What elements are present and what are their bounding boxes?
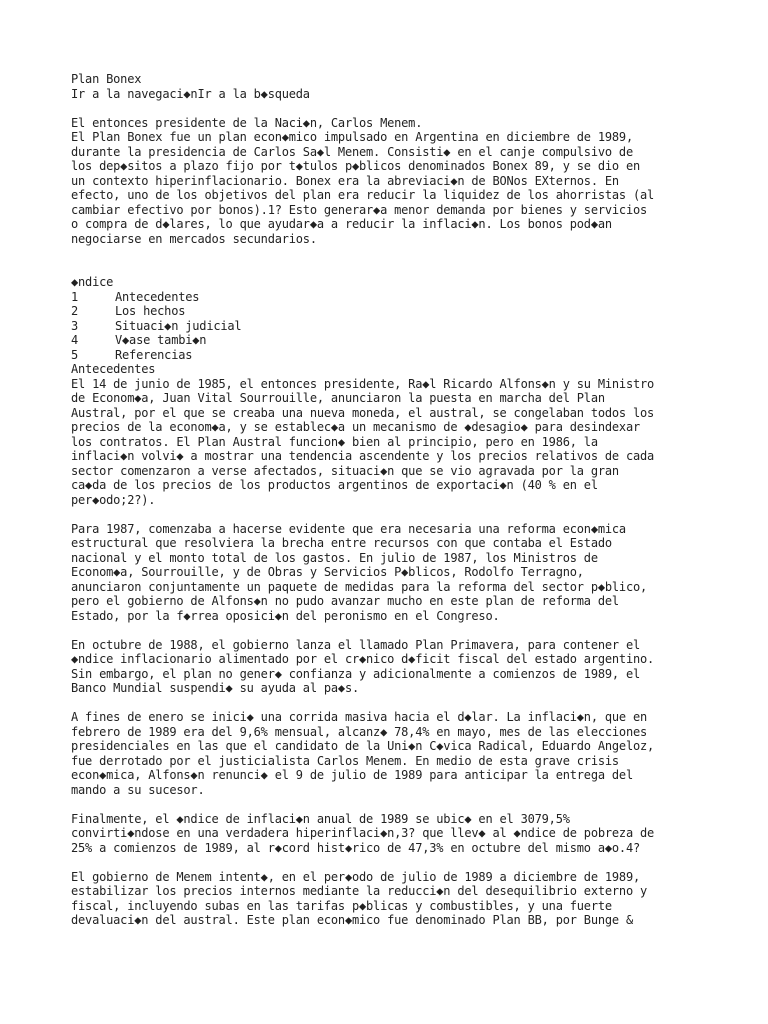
toc-item-label[interactable]: Antecedentes <box>115 289 200 304</box>
spacer <box>71 101 696 116</box>
text-line: Estado, por la f◆rrea oposici◆n del peronismo en el Congreso. <box>71 608 500 623</box>
text-line: durante la presidencia de Carlos Sa◆l Menem. Consisti◆ en el canje compulsivo de <box>71 144 633 159</box>
toc-item[interactable] <box>71 290 696 305</box>
toc-item[interactable] <box>71 348 696 363</box>
text-line: presidenciales en las que el candidato de la Uni◆n C◆vica Radical, Eduardo Angeloz, <box>71 739 655 753</box>
text-line: mando a su sucesor. <box>71 782 205 797</box>
paragraph <box>71 638 696 696</box>
text-line: un contexto hiperinflacionario. Bonex era la abreviaci◆n de BONos EXternos. En <box>71 173 619 188</box>
text-line: estabilizar los precios internos mediante la reducci◆n del desequilibrio externo y <box>71 884 648 898</box>
toc-item[interactable] <box>71 319 696 334</box>
paragraph <box>71 377 696 508</box>
text-line: nacional y el monto total de los gastos. En julio de 1987, los Ministros de <box>71 550 598 565</box>
section-heading: Antecedentes <box>71 362 156 376</box>
text-line: convirti◆ndose en una verdadera hiperinflaci◆n,3? que llev◆ al ◆ndice de pobreza de <box>71 826 655 840</box>
paragraph <box>71 522 696 624</box>
spacer <box>71 507 696 522</box>
intro-paragraph <box>71 130 696 246</box>
text-line: cambiar efectivo por bonos).1? Esto generar◆a menor demanda por bienes y servicios <box>71 202 648 217</box>
text-line: Banco Mundial suspendi◆ su ayuda al pa◆s. <box>71 681 360 695</box>
spacer <box>71 696 696 711</box>
text-line: devaluaci◆n del austral. Este plan econ◆mico fue denominado Plan BB, por Bunge & <box>71 913 633 927</box>
page-title: Plan Bonex <box>71 72 142 86</box>
text-line: los dep◆sitos a plazo fijo por t◆tulos p◆blicos denominados Bonex 89, y se dio en <box>71 159 640 173</box>
text-line: fiscal, incluyendo subas en las tarifas p◆blicas y combustibles, y una fuerte <box>71 898 612 913</box>
text-line: de Econom◆a, Juan Vital Sourrouille, anunciaron la puesta en marcha del Plan <box>71 391 605 405</box>
toc-item[interactable] <box>71 304 696 319</box>
toc-item-label[interactable]: V◆ase tambi◆n <box>115 333 207 347</box>
text-line: Finalmente, el ◆ndice de inflaci◆n anual de 1989 se ubic◆ en el 3079,5% <box>71 811 570 826</box>
paragraph <box>71 870 696 928</box>
text-line: los contratos. El Plan Austral funcion◆ bien al principio, pero en 1986, la <box>71 434 598 449</box>
text-line: A fines de enero se inici◆ una corrida masiva hacia el d◆lar. La inflaci◆n, que en <box>71 710 648 724</box>
text-line: El gobierno de Menem intent◆, en el per◆odo de julio de 1989 a diciembre de 1989, <box>71 869 640 884</box>
text-line: fue derrotado por el justicialista Carlos Menem. En medio de esta grave crisis <box>71 753 619 768</box>
toc-heading: ◆ndice <box>71 275 114 289</box>
text-line: Para 1987, comenzaba a hacerse evidente que era necesaria una reforma econ◆mica <box>71 521 626 536</box>
table-of-contents <box>71 275 696 362</box>
text-line: El 14 de junio de 1985, el entonces presidente, Ra◆l Ricardo Alfons◆n y su Ministro <box>71 376 655 391</box>
toc-item-label[interactable]: Situaci◆n judicial <box>115 318 242 333</box>
image-caption: El entonces presidente de la Naci◆n, Carlos Menem. <box>71 115 423 130</box>
text-line: pero el gobierno de Alfons◆n no pudo avanzar mucho en este plan de reforma del <box>71 594 619 608</box>
toc-item-number: 1 <box>71 289 79 304</box>
text-line: sector comenzaron a verse afectados, situaci◆n que se vio agravada por la gran <box>71 463 619 478</box>
toc-item-number: 2 <box>71 304 79 318</box>
spacer <box>71 246 696 275</box>
toc-item-number: 5 <box>71 347 79 362</box>
nav-skip-links[interactable]: Ir a la navegaci◆nIr a la b◆squeda <box>71 86 310 101</box>
text-line: febrero de 1989 era del 9,6% mensual, alcanz◆ 78,4% en mayo, mes de las elecciones <box>71 724 648 739</box>
text-line: 25% a comienzos de 1989, al r◆cord hist◆rico de 47,3% en octubre del mismo a◆o.4? <box>71 840 640 855</box>
text-line: ◆ndice inflacionario alimentado por el cr◆nico d◆ficit fiscal del estado argentino. <box>71 652 655 666</box>
text-line: estructural que resolviera la brecha entre recursos con que contaba el Estado <box>71 536 612 550</box>
toc-item[interactable] <box>71 333 696 348</box>
toc-item-number: 3 <box>71 318 79 333</box>
text-line: En octubre de 1988, el gobierno lanza el llamado Plan Primavera, para contener el <box>71 637 640 652</box>
text-line: precios de la econom◆a, y se establec◆a un mecanismo de ◆desagio◆ para desindexar <box>71 420 640 434</box>
spacer <box>71 797 696 812</box>
text-line: anunciaron conjuntamente un paquete de medidas para la reforma del sector p◆blico, <box>71 579 648 594</box>
text-line: inflaci◆n volvi◆ a mostrar una tendencia ascendente y los precios relativos de cada <box>71 449 655 463</box>
text-line: negociarse en mercados secundarios. <box>71 231 317 246</box>
spacer <box>71 623 696 638</box>
spacer <box>71 855 696 870</box>
text-line: efecto, uno de los objetivos del plan era reducir la liquidez de los ahorristas (al <box>71 188 655 202</box>
toc-item-label[interactable]: Los hechos <box>115 304 186 318</box>
text-line: econ◆mica, Alfons◆n renunci◆ el 9 de julio de 1989 para anticipar la entrega del <box>71 768 633 782</box>
text-line: per◆odo;2?). <box>71 492 156 507</box>
toc-item-number: 4 <box>71 333 79 347</box>
text-line: Austral, por el que se creaba una nueva moneda, el austral, se congelaban todos los <box>71 405 655 420</box>
text-line: o compra de d◆lares, lo que ayudar◆a a reducir la inflaci◆n. Los bonos pod◆an <box>71 217 612 231</box>
paragraph <box>71 710 696 797</box>
text-line: Econom◆a, Sourrouille, y de Obras y Servicios P◆blicos, Rodolfo Terragno, <box>71 565 584 579</box>
text-line: El Plan Bonex fue un plan econ◆mico impulsado en Argentina en diciembre de 1989, <box>71 130 633 144</box>
toc-item-label[interactable]: Referencias <box>115 347 193 362</box>
text-line: ca◆da de los precios de los productos argentinos de exportaci◆n (40 % en el <box>71 478 598 492</box>
text-line: Sin embargo, el plan no gener◆ confianza y adicionalmente a comienzos de 1989, el <box>71 666 640 681</box>
paragraph <box>71 812 696 856</box>
